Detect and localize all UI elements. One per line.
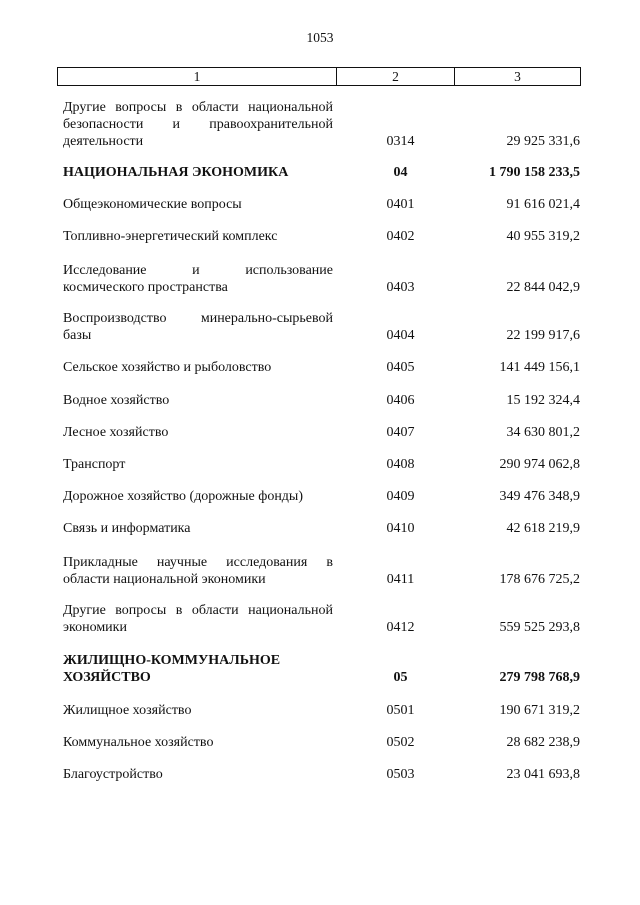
- row-name: Водное хозяйство: [63, 393, 170, 408]
- table-row: [63, 455, 580, 473]
- row-name: Прикладные научные исследования в области национальной экономики: [63, 555, 333, 587]
- table-row: [63, 765, 580, 783]
- row-code: 0403: [386, 280, 415, 295]
- row-amount: 190 671 319,2: [499, 703, 580, 718]
- table-row: [63, 487, 580, 505]
- table-row: [63, 195, 580, 213]
- table-row: [63, 701, 580, 719]
- row-code: 0405: [386, 360, 415, 375]
- table-row: [63, 358, 580, 376]
- row-name: Исследование и использование космического пространства: [63, 263, 333, 295]
- row-amount: 22 844 042,9: [506, 280, 580, 295]
- row-amount: 29 925 331,6: [506, 134, 580, 149]
- row-amount: 349 476 348,9: [499, 489, 580, 504]
- row-code: 0314: [386, 134, 415, 149]
- row-amount: 42 618 219,9: [506, 521, 580, 536]
- row-name: Коммунальное хозяйство: [63, 735, 214, 750]
- row-code: 0406: [386, 393, 415, 408]
- row-amount: 91 616 021,4: [506, 197, 580, 212]
- row-code: 0404: [386, 328, 415, 343]
- row-amount: 290 974 062,8: [499, 457, 580, 472]
- table-row: [63, 601, 580, 636]
- row-amount: 178 676 725,2: [499, 572, 580, 587]
- row-amount: 28 682 238,9: [506, 735, 580, 750]
- row-name: Связь и информатика: [63, 521, 191, 536]
- row-name: Жилищное хозяйство: [63, 703, 192, 718]
- table-row: [63, 96, 580, 150]
- row-code: 0401: [386, 197, 415, 212]
- table-row: [63, 733, 580, 751]
- row-name: Топливно-энергетический комплекс: [63, 229, 278, 244]
- row-amount: 279 798 768,9: [499, 670, 580, 685]
- table-row: [63, 423, 580, 441]
- row-name: Другие вопросы в области национальной экономики: [63, 603, 333, 635]
- row-amount: 1 790 158 233,5: [489, 165, 580, 180]
- row-name: ЖИЛИЩНО-КОММУНАЛЬНОЕ ХОЗЯЙСТВО: [63, 653, 281, 685]
- table-row: [63, 227, 580, 245]
- row-name: Лесное хозяйство: [63, 425, 169, 440]
- row-name: Транспорт: [63, 457, 126, 472]
- row-amount: 559 525 293,8: [499, 620, 580, 635]
- table-row: [63, 261, 580, 296]
- row-code: 0407: [386, 425, 415, 440]
- row-amount: 23 041 693,8: [506, 767, 580, 782]
- row-name: Общеэкономические вопросы: [63, 197, 242, 212]
- row-code: 0402: [386, 229, 415, 244]
- row-code: 0411: [386, 572, 415, 587]
- row-amount: 141 449 156,1: [499, 360, 580, 375]
- row-amount: 15 192 324,4: [506, 393, 580, 408]
- row-name: Благоустройство: [63, 767, 163, 782]
- row-code: 0409: [386, 489, 415, 504]
- row-amount: 40 955 319,2: [506, 229, 580, 244]
- table-row: [63, 553, 580, 588]
- row-code: 0502: [386, 735, 415, 750]
- row-name: Сельское хозяйство и рыболовство: [63, 360, 272, 375]
- header-col-1: 1: [58, 68, 337, 85]
- header-col-2: 2: [337, 68, 455, 85]
- row-code: 0410: [386, 521, 415, 536]
- page-number: 1053: [306, 30, 334, 45]
- row-code: 0412: [386, 620, 415, 635]
- row-name: НАЦИОНАЛЬНАЯ ЭКОНОМИКА: [63, 165, 289, 180]
- row-code: 04: [393, 165, 408, 180]
- row-code: 0503: [386, 767, 415, 782]
- table-row: [63, 519, 580, 537]
- table-row-section: [63, 651, 580, 686]
- row-name: Другие вопросы в области национальной безопасности и правоохранительной деятельности: [63, 100, 333, 149]
- table-header: [57, 67, 581, 86]
- row-name: Воспроизводство минерально-сырьевой базы: [63, 311, 333, 343]
- row-amount: 22 199 917,6: [506, 328, 580, 343]
- row-code: 0501: [386, 703, 415, 718]
- row-name: Дорожное хозяйство (дорожные фонды): [63, 489, 304, 504]
- row-code: 0408: [386, 457, 415, 472]
- row-code: 05: [393, 670, 408, 685]
- table-row: [63, 309, 580, 344]
- header-col-3: 3: [514, 68, 521, 84]
- table-row-section: [63, 163, 580, 181]
- table-row: [63, 391, 580, 409]
- row-amount: 34 630 801,2: [506, 425, 580, 440]
